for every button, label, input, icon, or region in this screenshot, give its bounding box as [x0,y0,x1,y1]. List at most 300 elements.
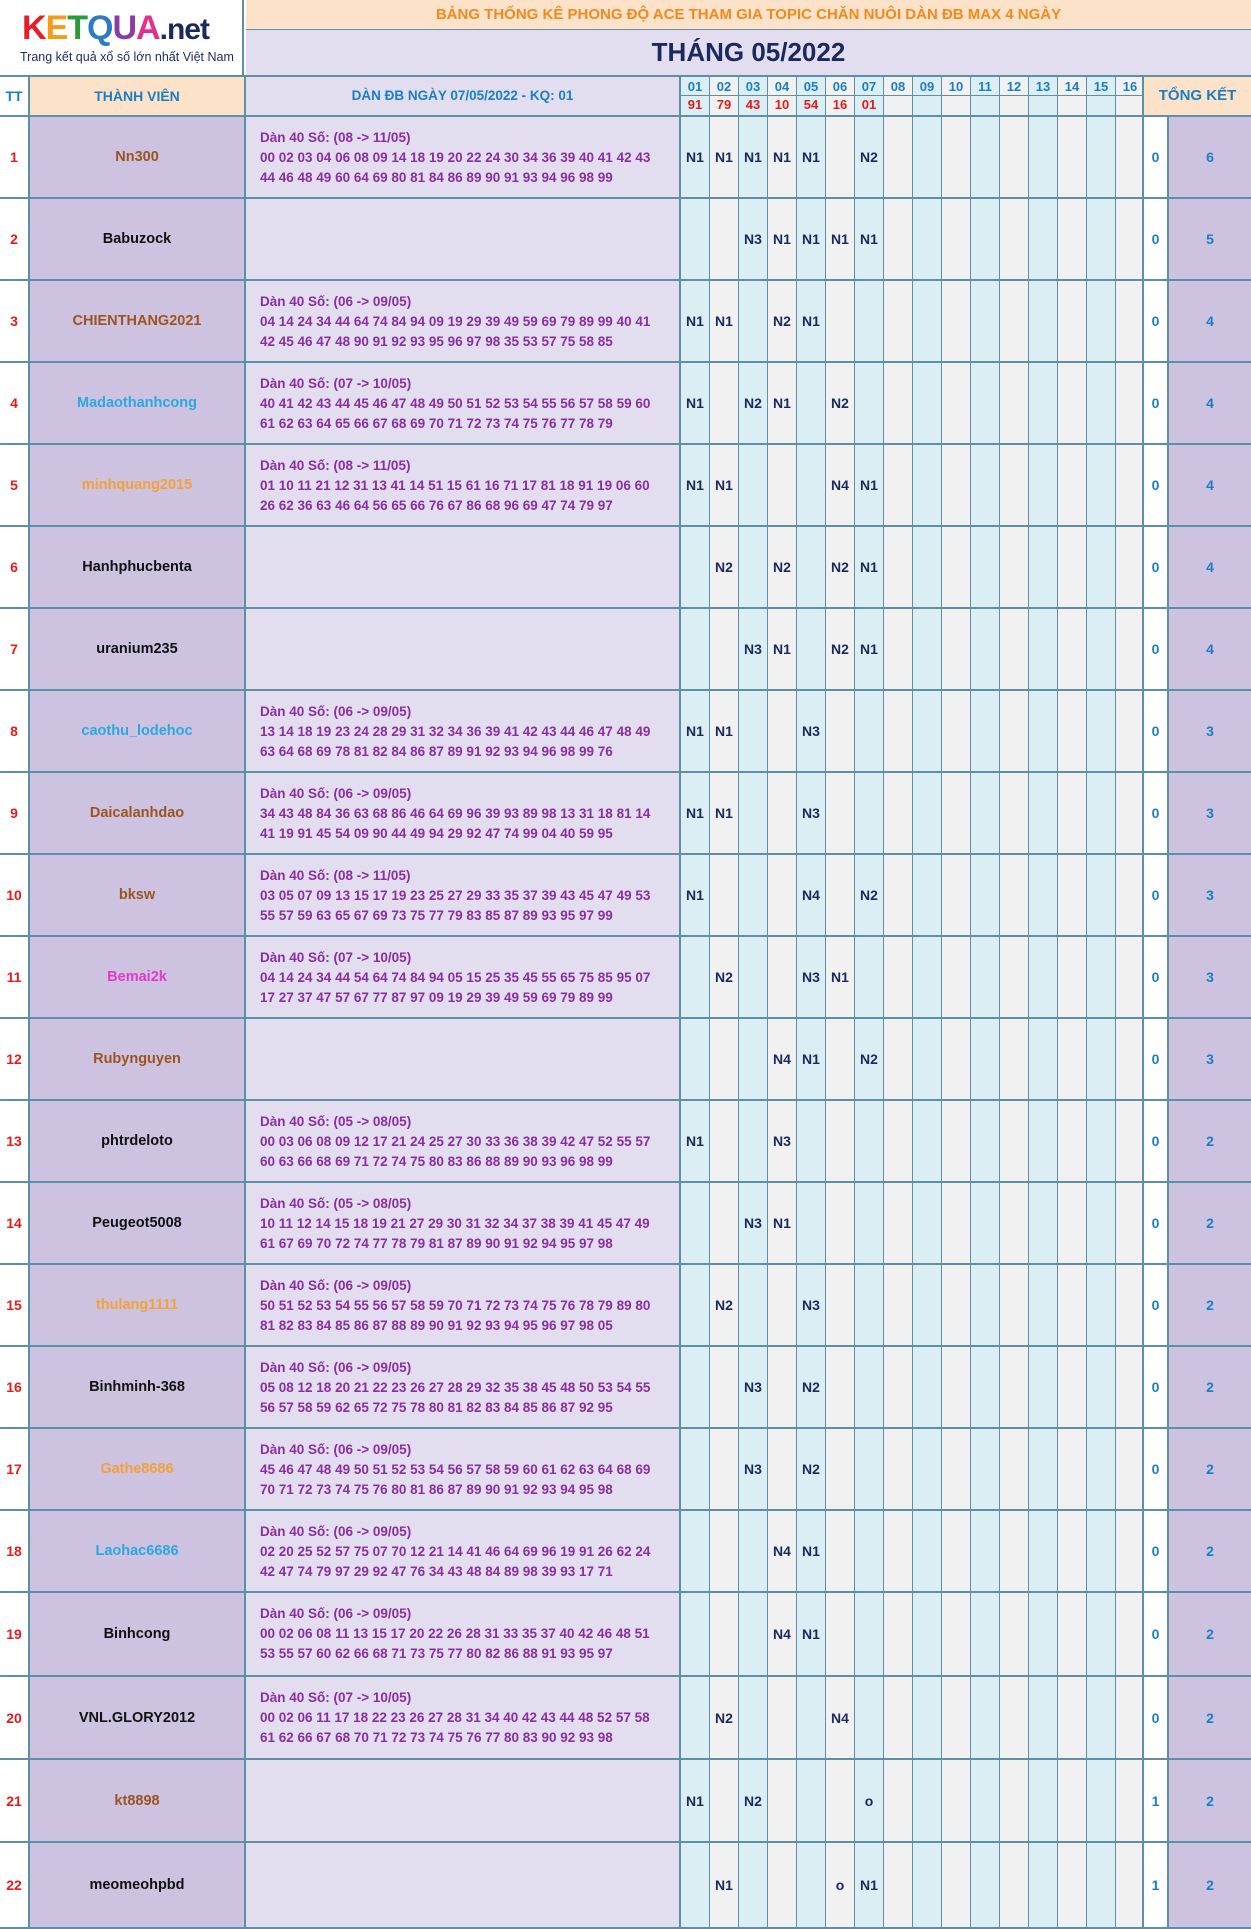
dan-line: 00 03 06 08 09 12 17 21 24 25 27 30 33 36 38 39 42 47 52 55 57 [260,1134,651,1149]
day-cell-09 [913,691,942,771]
day-result [1029,96,1057,115]
day-cell-11 [971,117,1000,197]
day-result [1116,96,1144,115]
table-row [0,1677,1251,1760]
day-cell-02 [710,1429,739,1509]
day-number: 08 [884,77,912,96]
col-header-total: TỔNG KẾT [1142,77,1251,115]
day-cell-03 [739,1843,768,1927]
total-score: 3 [1167,1019,1251,1099]
day-cell-11 [971,1265,1000,1345]
total-score: 2 [1167,1760,1251,1841]
day-cell-02: N1 [710,773,739,853]
day-cell-07: N1 [855,1843,884,1927]
member-name[interactable]: CHIENTHANG2021 [30,281,246,361]
total-score: 6 [1167,117,1251,197]
day-cell-03 [739,1511,768,1591]
day-cell-03 [739,937,768,1017]
day-cell-04: N3 [768,1101,797,1181]
dan-line: 42 47 74 79 97 29 92 47 76 34 43 48 84 89 98 39 93 17 71 [260,1564,613,1579]
member-name[interactable]: bksw [30,855,246,935]
day-cell-04: N1 [768,117,797,197]
day-cell-06 [826,1511,855,1591]
day-cell-10 [942,445,971,525]
day-number: 05 [797,77,825,96]
day-cell-12 [1000,855,1029,935]
day-cell-02: N1 [710,445,739,525]
day-number: 12 [1000,77,1028,96]
day-cell-03: N2 [739,363,768,443]
day-cell-04 [768,1265,797,1345]
day-header-14 [1058,77,1087,115]
member-name[interactable]: kt8898 [30,1760,246,1841]
day-number: 16 [1116,77,1144,96]
day-cell-16 [1116,691,1145,771]
row-index: 4 [0,363,30,443]
dan-title: Dàn 40 Số: (08 -> 11/05) [260,458,411,473]
day-cell-12 [1000,1677,1029,1758]
member-name[interactable]: meomeohpbd [30,1843,246,1927]
total-score: 4 [1167,363,1251,443]
day-cell-06 [826,1101,855,1181]
day-header-09 [913,77,942,115]
day-cell-06 [826,1593,855,1675]
day-number: 15 [1087,77,1115,96]
day-cell-14 [1058,1593,1087,1675]
dan-numbers [246,363,681,443]
day-cell-10 [942,199,971,279]
day-cell-04 [768,691,797,771]
row-index: 20 [0,1677,30,1758]
day-cell-06 [826,855,855,935]
row-index: 22 [0,1843,30,1927]
dan-title: Dàn 40 Số: (06 -> 09/05) [260,1442,412,1457]
day-cell-05: N2 [797,1347,826,1427]
day-cell-12 [1000,937,1029,1017]
dan-line: 00 02 06 08 11 13 15 17 20 22 26 28 31 33 35 37 40 42 46 48 51 [260,1626,650,1641]
member-name[interactable]: minhquang2015 [30,445,246,525]
dan-numbers [246,1760,681,1841]
day-result [971,96,999,115]
day-cell-12 [1000,1019,1029,1099]
day-cell-03: N3 [739,199,768,279]
day-cell-06: N2 [826,609,855,689]
table-row [0,281,1251,363]
table-row [0,1843,1251,1929]
row-index: 15 [0,1265,30,1345]
day-cell-03: N1 [739,117,768,197]
day-cell-15 [1087,609,1116,689]
day-cell-08 [884,117,913,197]
day-cell-14 [1058,1760,1087,1841]
total-score: 3 [1167,773,1251,853]
day-cell-05: N1 [797,1511,826,1591]
total-score: 3 [1167,855,1251,935]
dan-line: 50 51 52 53 54 55 56 57 58 59 70 71 72 73 74 75 76 78 79 89 80 [260,1298,651,1313]
dan-line: 70 71 72 73 74 75 76 80 81 86 87 89 90 91 92 93 94 95 98 [260,1482,613,1497]
day-cell-06 [826,1265,855,1345]
day-cell-03: N3 [739,609,768,689]
day-cell-08 [884,1101,913,1181]
day-cell-15 [1087,445,1116,525]
day-cell-01 [681,937,710,1017]
dan-line: 44 46 48 49 60 64 69 80 81 84 86 89 90 91 93 94 96 98 99 [260,170,613,185]
day-cell-09 [913,1101,942,1181]
day-cell-06: N4 [826,445,855,525]
day-cell-12 [1000,609,1029,689]
day-cell-06 [826,691,855,771]
day-cell-12 [1000,1347,1029,1427]
day-cell-01 [681,199,710,279]
day-cell-07: N1 [855,527,884,607]
day-cell-13 [1029,445,1058,525]
row-index: 8 [0,691,30,771]
day-cell-12 [1000,199,1029,279]
dan-line: 61 62 63 64 65 66 67 68 69 70 71 72 73 74 75 76 77 78 79 [260,416,613,431]
logo-letter: K [22,9,46,47]
dan-line: 04 14 24 34 44 54 64 74 84 94 05 15 25 35 45 55 65 75 85 95 07 [260,970,651,985]
dan-line: 01 10 11 21 12 31 13 41 14 51 15 61 16 71 17 81 18 91 19 06 60 [260,478,650,493]
dan-line: 34 43 48 84 36 63 68 86 46 64 69 96 39 93 89 98 13 31 18 81 14 [260,806,651,821]
day-cell-02 [710,609,739,689]
day-cell-10 [942,527,971,607]
day-cell-15 [1087,937,1116,1017]
row-index: 9 [0,773,30,853]
day-header-15 [1087,77,1116,115]
day-cell-09 [913,1265,942,1345]
dan-line: 61 67 69 70 72 74 77 78 79 81 87 89 90 91 92 94 95 97 98 [260,1236,613,1251]
day-cell-14 [1058,1843,1087,1927]
day-number: 09 [913,77,941,96]
day-cell-16 [1116,117,1145,197]
day-cell-02: N1 [710,1843,739,1927]
ketqua-logo[interactable] [0,0,244,75]
day-cell-12 [1000,1843,1029,1927]
total-hits: 0 [1142,1593,1167,1675]
day-cell-05: N1 [797,199,826,279]
day-cell-14 [1058,445,1087,525]
day-cell-16 [1116,527,1145,607]
day-cell-12 [1000,527,1029,607]
day-cell-07: N1 [855,199,884,279]
day-cell-16 [1116,1183,1145,1263]
day-number: 14 [1058,77,1086,96]
day-cell-11 [971,1843,1000,1927]
day-cell-11 [971,1760,1000,1841]
day-cell-11 [971,609,1000,689]
total-hits: 0 [1142,445,1167,525]
day-cell-10 [942,1511,971,1591]
dan-line: 63 64 68 69 78 81 82 84 86 87 89 91 92 93 94 96 98 99 76 [260,744,613,759]
dan-numbers [246,1019,681,1099]
row-index: 2 [0,199,30,279]
day-cell-01 [681,1429,710,1509]
day-cell-02 [710,1183,739,1263]
day-cell-04 [768,1843,797,1927]
day-cell-05: N3 [797,773,826,853]
day-number: 07 [855,77,883,96]
dan-title: Dàn 40 Số: (08 -> 11/05) [260,130,411,145]
dan-title: Dàn 40 Số: (07 -> 10/05) [260,376,412,391]
day-header-01 [681,77,710,115]
member-name[interactable]: Babuzock [30,199,246,279]
day-cell-16 [1116,1347,1145,1427]
day-cell-08 [884,1019,913,1099]
day-cell-04 [768,1760,797,1841]
logo-tagline: Trang kết quả xổ số lớn nhất Việt Nam [20,50,234,64]
day-cell-16 [1116,1101,1145,1181]
day-result: 54 [803,97,819,112]
member-name[interactable]: phtrdeloto [30,1101,246,1181]
day-cell-02: N2 [710,527,739,607]
day-cell-15 [1087,855,1116,935]
day-cell-14 [1058,1183,1087,1263]
day-cell-13 [1029,1265,1058,1345]
day-cell-01: N1 [681,855,710,935]
dan-numbers [246,773,681,853]
day-cell-09 [913,1677,942,1758]
day-cell-01 [681,1593,710,1675]
day-cell-07: N2 [855,855,884,935]
row-index: 7 [0,609,30,689]
total-hits: 0 [1142,281,1167,361]
day-cell-05: N2 [797,1429,826,1509]
day-cell-04 [768,1429,797,1509]
day-cell-05: N1 [797,1019,826,1099]
member-name[interactable]: VNL.GLORY2012 [30,1677,246,1758]
day-cell-02 [710,1347,739,1427]
total-score: 2 [1167,1101,1251,1181]
day-cell-01: N1 [681,773,710,853]
day-cell-14 [1058,609,1087,689]
table-row [0,691,1251,773]
day-cell-02: N1 [710,281,739,361]
member-name[interactable]: Bemai2k [30,937,246,1017]
day-cell-12 [1000,1183,1029,1263]
day-cell-11 [971,937,1000,1017]
day-number: 03 [739,77,767,96]
day-cell-09 [913,609,942,689]
day-cell-10 [942,1019,971,1099]
dan-numbers [246,1593,681,1675]
day-cell-09 [913,1429,942,1509]
day-cell-16 [1116,937,1145,1017]
day-cell-05 [797,1101,826,1181]
day-cell-10 [942,1429,971,1509]
day-cell-16 [1116,1429,1145,1509]
total-hits: 0 [1142,855,1167,935]
day-cell-07 [855,1593,884,1675]
dan-title: Dàn 40 Số: (06 -> 09/05) [260,786,412,801]
total-hits: 0 [1142,1347,1167,1427]
day-cell-13 [1029,773,1058,853]
day-cell-08 [884,1511,913,1591]
total-score: 2 [1167,1593,1251,1675]
dan-line: 53 55 57 60 62 66 68 71 73 75 77 80 82 86 88 91 93 95 97 [260,1646,613,1661]
day-cell-09 [913,281,942,361]
member-name[interactable]: caothu_lodehoc [30,691,246,771]
member-name[interactable]: Binhminh-368 [30,1347,246,1427]
day-cell-14 [1058,1265,1087,1345]
dan-line: 02 20 25 52 57 75 07 70 12 21 14 41 46 64 69 96 19 91 26 62 24 [260,1544,651,1559]
day-cell-07: N2 [855,117,884,197]
total-hits: 0 [1142,1183,1167,1263]
table-row [0,1019,1251,1101]
day-cell-04 [768,937,797,1017]
row-index: 16 [0,1347,30,1427]
day-cell-03 [739,527,768,607]
col-header-dan: DÀN ĐB NGÀY 07/05/2022 - KQ: 01 [246,77,681,115]
day-cell-13 [1029,691,1058,771]
day-cell-15 [1087,1101,1116,1181]
day-cell-10 [942,1265,971,1345]
day-cell-15 [1087,1429,1116,1509]
day-cell-15 [1087,1347,1116,1427]
member-name[interactable]: Nn300 [30,117,246,197]
day-cell-05 [797,1677,826,1758]
total-score: 2 [1167,1183,1251,1263]
day-cell-03: N2 [739,1760,768,1841]
member-name[interactable]: Gathe8686 [30,1429,246,1509]
day-header-12 [1000,77,1029,115]
member-name[interactable]: Laohac6686 [30,1511,246,1591]
day-number: 04 [768,77,796,96]
column-header-row [0,75,1251,117]
day-cell-06: N2 [826,527,855,607]
day-cell-07 [855,1677,884,1758]
member-name[interactable]: Madaothanhcong [30,363,246,443]
day-cell-07 [855,773,884,853]
day-header-04 [768,77,797,115]
day-cell-01: N1 [681,363,710,443]
day-cell-13 [1029,855,1058,935]
day-cell-13 [1029,1511,1058,1591]
day-cell-12 [1000,1760,1029,1841]
table-row [0,609,1251,691]
day-cell-01 [681,609,710,689]
day-cell-16 [1116,855,1145,935]
member-name[interactable]: Daicalanhdao [30,773,246,853]
logo-letter: E [45,9,68,47]
day-cell-14 [1058,1429,1087,1509]
day-header-07 [855,77,884,115]
total-score: 2 [1167,1265,1251,1345]
day-cell-01 [681,1265,710,1345]
dan-numbers [246,609,681,689]
day-cell-09 [913,855,942,935]
row-index: 12 [0,1019,30,1099]
day-cell-01: N1 [681,445,710,525]
dan-numbers [246,445,681,525]
day-cell-09 [913,1511,942,1591]
day-cell-09 [913,937,942,1017]
day-cell-07 [855,1429,884,1509]
row-index: 17 [0,1429,30,1509]
day-cell-12 [1000,1511,1029,1591]
total-hits: 1 [1142,1760,1167,1841]
day-cell-10 [942,1101,971,1181]
row-index: 1 [0,117,30,197]
day-cell-02: N1 [710,691,739,771]
day-cell-10 [942,1677,971,1758]
day-cell-05 [797,445,826,525]
day-cell-14 [1058,1347,1087,1427]
day-cell-01 [681,1347,710,1427]
member-name[interactable]: uranium235 [30,609,246,689]
day-cell-07: o [855,1760,884,1841]
day-cell-15 [1087,1843,1116,1927]
day-result [913,96,941,115]
row-index: 3 [0,281,30,361]
table-row [0,1593,1251,1677]
day-cell-14 [1058,937,1087,1017]
day-cell-03 [739,281,768,361]
day-cell-02 [710,1019,739,1099]
day-cell-12 [1000,1593,1029,1675]
member-name[interactable]: Hanhphucbenta [30,527,246,607]
day-cell-13 [1029,1677,1058,1758]
day-result [1000,96,1028,115]
day-cell-06 [826,1347,855,1427]
total-hits: 1 [1142,1843,1167,1927]
total-hits: 0 [1142,363,1167,443]
day-cell-04: N4 [768,1511,797,1591]
day-cell-10 [942,1347,971,1427]
day-cell-08 [884,1429,913,1509]
dan-numbers [246,1347,681,1427]
day-cell-07 [855,1511,884,1591]
day-cell-05 [797,1183,826,1263]
table-row [0,445,1251,527]
day-cell-12 [1000,363,1029,443]
day-cell-05: N4 [797,855,826,935]
day-cell-10 [942,117,971,197]
day-cell-05: N1 [797,117,826,197]
day-cell-08 [884,1183,913,1263]
row-index: 14 [0,1183,30,1263]
day-cell-15 [1087,1183,1116,1263]
day-cell-11 [971,1429,1000,1509]
total-score: 2 [1167,1677,1251,1758]
day-cell-12 [1000,1429,1029,1509]
member-name[interactable]: thulang1111 [30,1265,246,1345]
day-cell-11 [971,773,1000,853]
member-name[interactable]: Peugeot5008 [30,1183,246,1263]
table-row [0,363,1251,445]
member-name[interactable]: Rubynguyen [30,1019,246,1099]
day-cell-05 [797,609,826,689]
day-cell-13 [1029,1347,1058,1427]
total-hits: 0 [1142,691,1167,771]
dan-line: 17 27 37 47 57 67 77 87 97 09 19 29 39 49 59 69 79 89 99 [260,990,613,1005]
day-cell-09 [913,199,942,279]
member-name[interactable]: Binhcong [30,1593,246,1675]
day-cell-02: N2 [710,1677,739,1758]
total-score: 4 [1167,609,1251,689]
day-cell-08 [884,1677,913,1758]
day-cell-11 [971,1347,1000,1427]
day-cell-08 [884,1843,913,1927]
table-row [0,117,1251,199]
day-cell-10 [942,363,971,443]
day-cell-08 [884,1593,913,1675]
day-cell-07 [855,937,884,1017]
day-cell-05 [797,1843,826,1927]
day-cell-11 [971,527,1000,607]
day-cell-01: N1 [681,1760,710,1841]
dan-numbers [246,691,681,771]
day-cell-02 [710,1101,739,1181]
